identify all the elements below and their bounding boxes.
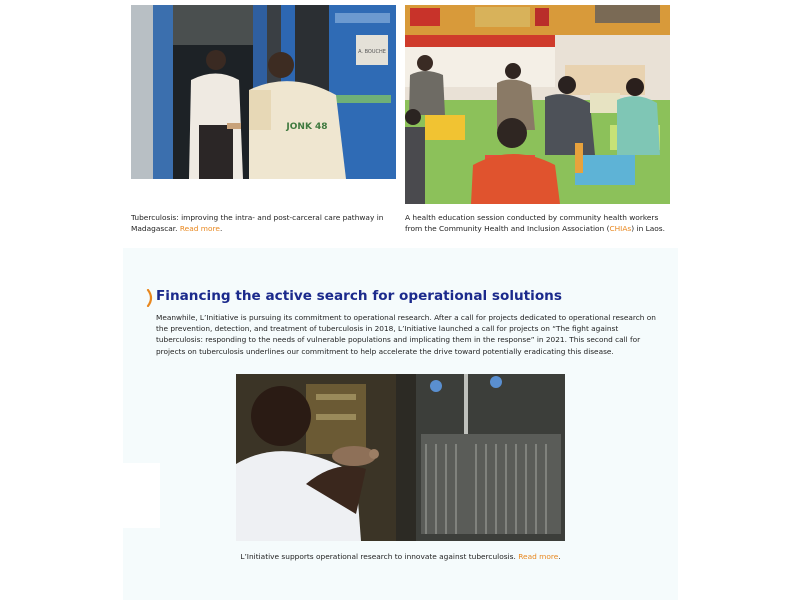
- chias-link[interactable]: CHIAs: [609, 224, 632, 233]
- laos-caption-text-after: ) in Laos.: [631, 224, 665, 233]
- title-accent-mark-icon: [145, 289, 155, 307]
- madagascar-caption-text: Tuberculosis: improving the intra- and post-carceral care pathway in Madagascar.: [131, 213, 384, 233]
- madagascar-caption-suffix: .: [219, 224, 223, 233]
- section-title: Financing the active search for operational solutions: [156, 288, 562, 304]
- section-notch: [123, 463, 160, 528]
- madagascar-photo[interactable]: [131, 5, 396, 179]
- research-read-more-link[interactable]: Read more: [518, 552, 559, 561]
- section-body-text: Meanwhile, L’Initiative is pursuing its commitment to operational research. After a call for projects dedicated to operational research on the prevention, detection, and treatment of tuberculosis in 2018, L’Initiative launched a call for projects on “The fight against tuberculosis: responding to the needs of vulnerable populations and implicating them in the response” in 2021. This second call for projects on tuberculosis underlines our commitment to help accelerate the drive toward potentially eradicating this disease.: [156, 313, 656, 356]
- research-caption-suffix: .: [558, 552, 561, 561]
- operational-research-photo[interactable]: [236, 374, 565, 541]
- madagascar-read-more-link[interactable]: Read more: [179, 224, 220, 233]
- door-sign-text: A. BOUCHE: [358, 49, 386, 55]
- madagascar-photo-caption: [131, 212, 396, 234]
- laos-caption-text-before: A health education session conducted by community health workers from the Community Health and Inclusion Association (: [405, 213, 659, 233]
- laos-health-session-photo[interactable]: [405, 5, 670, 204]
- research-caption-text: L’Initiative supports operational research to innovate against tuberculosis.: [240, 552, 516, 561]
- laos-photo-caption: [405, 212, 675, 234]
- shirt-print-text: JONK 48: [286, 122, 328, 132]
- research-photo-caption: [236, 551, 565, 562]
